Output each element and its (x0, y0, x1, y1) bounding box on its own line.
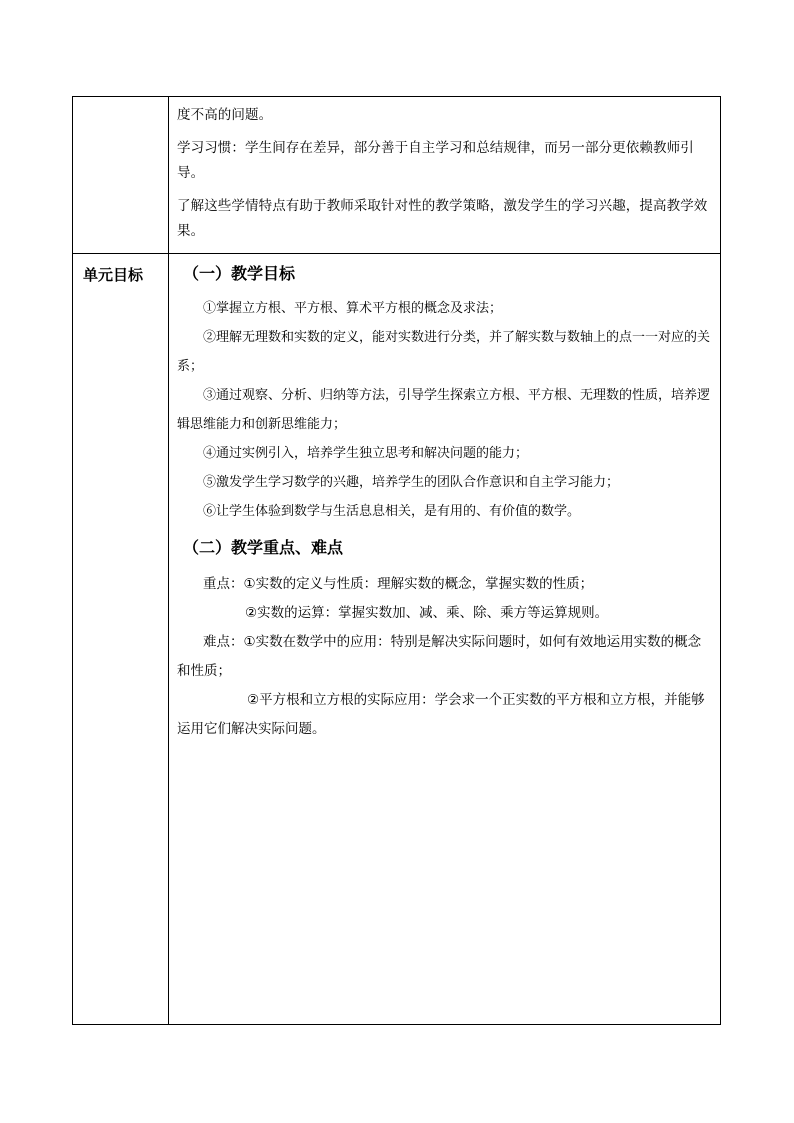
table-row (73, 97, 721, 254)
row-content-cell (169, 254, 721, 1025)
objective-item: ⑤激发学生学习数学的兴趣，培养学生的团队合作意识和自主学习能力； (203, 475, 620, 490)
row-label (73, 97, 168, 107)
row-label-cell (73, 254, 169, 1025)
paragraph: 了解这些学情特点有助于教师采取针对性的教学策略，激发学生的学习兴趣，提高教学效果。 (177, 198, 708, 239)
objective-item: ①掌握立方根、平方根、算术平方根的概念及求法； (203, 301, 503, 316)
row-content-cell (169, 97, 721, 254)
table-row (73, 254, 721, 1025)
objective-item: ④通过实例引入，培养学生独立思考和解决问题的能力； (203, 446, 529, 461)
objective-item: ③通过观察、分析、归纳等方法，引导学生探索立方根、平方根、无理数的性质，培养逻辑思维能力和创新思维能力； (177, 388, 711, 432)
paragraph: 学习习惯：学生间存在差异，部分善于自主学习和总结规律，而另一部分更依赖教师引导。 (177, 140, 694, 181)
difficulty-item: ②平方根和立方根的实际应用：学会求一个正实数的平方根和立方根，并能够运用它们解决实际问题。 (177, 692, 705, 737)
student-analysis-text (169, 97, 720, 244)
key-point-item: ②实数的运算：掌握实数加、减、乘、除、乘方等运算规则。 (245, 605, 609, 621)
unit-objectives-label: 单元目标 (83, 266, 144, 284)
difficulty-item: 难点：①实数在数学中的应用：特别是解决实际问题时，如何有效地运用实数的概念和性质； (177, 634, 702, 679)
key-points-list (177, 570, 712, 744)
section-heading-key-points: （二）教学重点、难点 (183, 538, 344, 557)
key-point-item: 重点：①实数的定义与性质：理解实数的概念，掌握实数的性质； (203, 576, 594, 592)
paragraph: 度不高的问题。 (177, 107, 273, 123)
objective-item: ⑥让学生体验到数学与生活息息相关，是有用的、有价值的数学。 (203, 504, 581, 519)
unit-objectives-content (169, 254, 720, 744)
lesson-plan-table (72, 96, 721, 1025)
objective-item: ②理解无理数和实数的定义，能对实数进行分类，并了解实数与数轴上的点一一对应的关系； (177, 330, 711, 374)
objectives-list (177, 294, 712, 526)
section-heading-objectives: （一）教学目标 (183, 264, 296, 283)
row-label-cell (73, 97, 169, 254)
